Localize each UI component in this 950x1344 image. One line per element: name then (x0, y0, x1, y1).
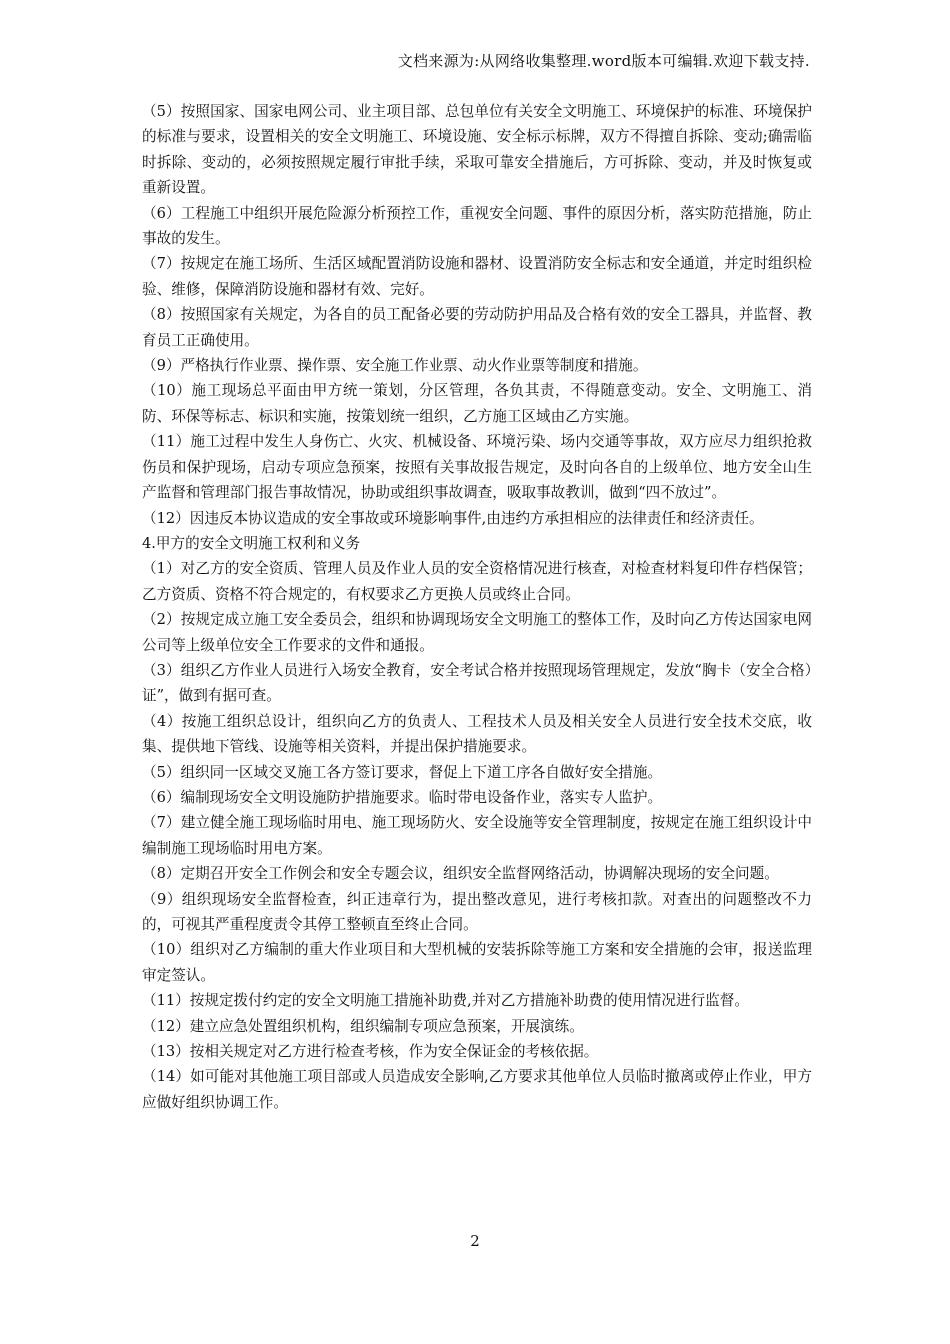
paragraph: （8）定期召开安全工作例会和安全专题会议，组织安全监督网络活动，协调解决现场的安全问题。 (142, 865, 779, 883)
paragraph: （6）工程施工中组织开展危险源分析预控工作，重视安全问题、事件的原因分析，落实防范措施，防止事故的发生。 (142, 204, 812, 248)
paragraph: （4）按施工组织总设计，组织向乙方的负责人、工程技术人员及相关安全人员进行安全技术交底，收集、提供地下管线、设施等相关资料，并提出保护措施要求。 (142, 712, 812, 756)
paragraph: （9）严格执行作业票、操作票、安全施工作业票、动火作业票等制度和措施。 (142, 357, 648, 375)
paragraph: （5）组织同一区域交叉施工各方签订要求，督促上下道工序各自做好安全措施。 (142, 763, 663, 781)
paragraph: （7）建立健全施工现场临时用电、施工现场防火、安全设施等安全管理制度，按规定在施工组织设计中编制施工现场临时用电方案。 (142, 814, 812, 857)
paragraph: （12）因违反本协议造成的安全事故或环境影响事件,由违约方承担相应的法律责任和经济责任。 (142, 509, 764, 527)
paragraph: （10）组织对乙方编制的重大作业项目和大型机械的安装拆除等施工方案和安全措施的会审，报送监理审定签认。 (142, 941, 812, 984)
paragraph: （12）建立应急处置组织机构，组织编制专项应急预案，开展演练。 (142, 1017, 584, 1035)
section-title: 4.甲方的安全文明施工权利和义务 (142, 534, 361, 552)
paragraph: （1）对乙方的安全资质、管理人员及作业人员的安全资格情况进行核查，对检查材料复印件存档保管；乙方资质、资格不符合规定的，有权要求乙方更换人员或终止合同。 (142, 560, 812, 603)
paragraph: （11）施工过程中发生人身伤亡、火灾、机械设备、环境污染、场内交通等事故，双方应尽力组织抢救伤员和保护现场，启动专项应急预案，按照有关事故报告规定，及时向各自的上级单位、地方安全山生产监督和管理部门报告事故情况，协助或组织事故调查，吸取事故教训，做到“四不放过”。 (142, 433, 812, 502)
paragraph: （7）按规定在施工场所、生活区域配置消防设施和器材、设置消防安全标志和安全通道，并定时组织检验、维修，保障消防设施和器材有效、完好。 (142, 255, 812, 298)
paragraph: （11）按规定拨付约定的安全文明施工措施补助费,并对乙方措施补助费的使用情况进行监督。 (142, 992, 749, 1010)
paragraph: （10）施工现场总平面由甲方统一策划，分区管理，各负其责，不得随意变动。安全、文明施工、消防、环保等标志、标识和实施，按策划统一组织，乙方施工区域由乙方实施。 (142, 382, 812, 425)
paragraph: （13）按相关规定对乙方进行检查考核，作为安全保证金的考核依据。 (142, 1043, 599, 1061)
paragraph: （2）按规定成立施工安全委员会，组织和协调现场安全文明施工的整体工作，及时向乙方传达国家电网公司等上级单位安全工作要求的文件和通报。 (142, 611, 812, 654)
paragraph: （14）如可能对其他施工项目部或人员造成安全影响,乙方要求其他单位人员临时撤离或停止作业，甲方应做好组织协调工作。 (142, 1068, 812, 1111)
paragraph: （9）组织现场安全监督检查，纠正违章行为，提出整改意见，进行考核扣款。对查出的问题整改不力的，可视其严重程度责令其停工整顿直至终止合同。 (142, 890, 812, 933)
paragraph: （3）组织乙方作业人员进行入场安全教育，安全考试合格并按照现场管理规定，发放“胸卡（安全合格）证”，做到有据可查。 (142, 661, 812, 705)
paragraph: （5）按照国家、国家电网公司、业主项目部、总包单位有关安全文明施工、环境保护的标准、环境保护的标准与要求，设置相关的安全文明施工、环境设施、安全标示标牌，双方不得擅自拆除、变动;确需临时拆除、变动的，必须按照规定履行审批手续，采取可靠安全措施后，方可拆除、变动，并及时恢复或重新设置。 (142, 103, 812, 197)
document-body (142, 99, 812, 1115)
page-number: 2 (470, 1232, 480, 1250)
paragraph: （6）编制现场安全文明设施防护措施要求。临时带电设备作业，落实专人监护。 (142, 788, 663, 806)
page-header: 文档来源为:从网络收集整理.word版本可编辑.欢迎下载支持. (397, 52, 810, 70)
paragraph: （8）按照国家有关规定，为各自的员工配备必要的劳动防护用品及合格有效的安全工器具，并监督、教育员工正确使用。 (142, 306, 812, 349)
